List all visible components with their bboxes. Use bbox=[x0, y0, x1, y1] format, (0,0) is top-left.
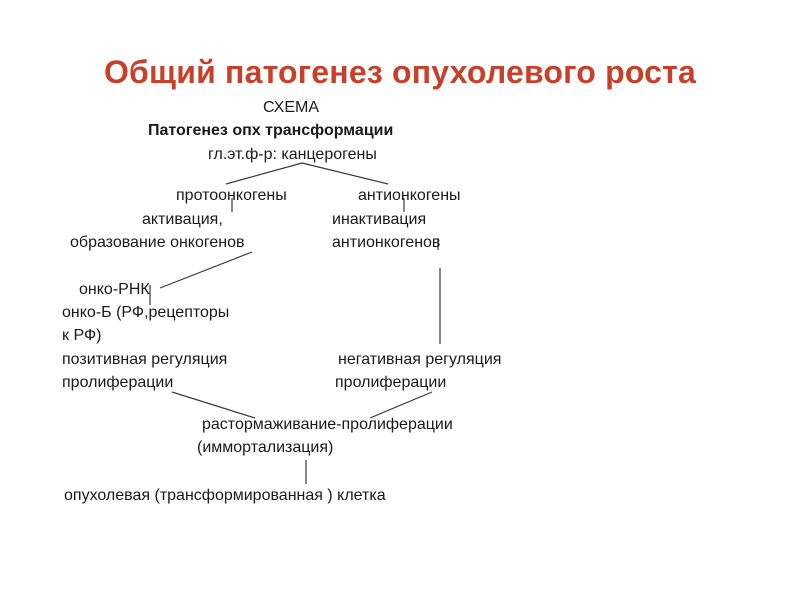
slide-title: Общий патогенез опухолевого роста bbox=[103, 54, 697, 90]
root-node: гл.эт.ф-р: канцерогены bbox=[208, 146, 377, 163]
immortalization: (иммортализация) bbox=[197, 439, 334, 456]
onco-proteins: онко-Б (РФ,рецепторы bbox=[62, 304, 230, 321]
scheme-label: СХЕМА bbox=[263, 99, 319, 116]
line-oncogenes-to-products bbox=[160, 252, 252, 288]
protooncogenes-activation: активация, bbox=[142, 211, 223, 228]
onco-proteins-cont: к РФ) bbox=[62, 327, 102, 344]
antioncogenes-head: антионкогены bbox=[358, 187, 461, 204]
oncogenes-formation: образование онкогенов bbox=[70, 234, 245, 251]
antioncogenes-label: антионкогенов bbox=[332, 234, 441, 251]
negative-regulation: негативная регуляция bbox=[338, 351, 502, 368]
negative-regulation-target: пролиферации bbox=[335, 374, 447, 391]
disinhibition: растормаживание-пролиферации bbox=[202, 416, 453, 433]
result-cell: опухолевая (трансформированная ) клетка bbox=[64, 487, 386, 504]
positive-regulation-target: пролиферации bbox=[62, 374, 174, 391]
protooncogenes-head: протоонкогены bbox=[176, 187, 287, 204]
onco-rna: онко-РНК bbox=[79, 281, 150, 298]
line-root-to-antioncogenes bbox=[302, 163, 388, 184]
line-root-to-protooncogenes bbox=[226, 163, 302, 184]
scheme-subtitle: Патогенез опх трансформации bbox=[148, 122, 394, 139]
antioncogenes-inactivation: инактивация bbox=[332, 211, 427, 228]
positive-regulation: позитивная регуляция bbox=[62, 351, 228, 368]
